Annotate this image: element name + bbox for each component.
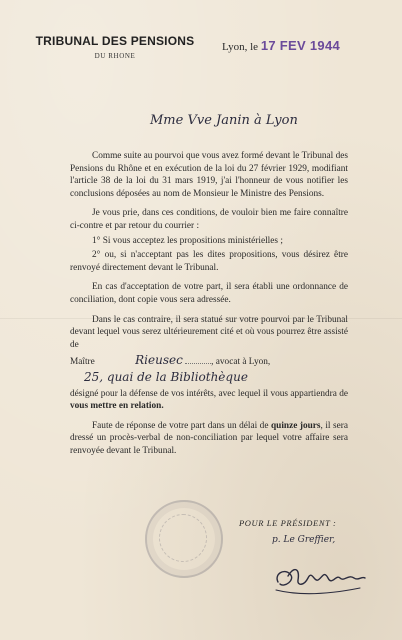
paragraph-2: Je vous prie, dans ces conditions, de vouloir bien me faire connaître ci-contre et par retour du courrier :	[70, 208, 348, 231]
avocat-label: , avocat à Lyon,	[211, 357, 271, 368]
deadline-text-a: Faute de réponse de votre part dans un délai de	[92, 420, 271, 431]
paragraph-deadline	[70, 420, 348, 458]
addressee-handwritten: Mme Vve Janin à Lyon	[150, 113, 298, 128]
tribunal-name: TRIBUNAL DES PENSIONS	[35, 34, 195, 48]
paragraph-1: Comme suite au pourvoi que vous avez formé devant le Tribunal des Pensions du Rhône et en exécution de la loi du 27 février 1929, modifiant l'article 38 de la loi du 31 mars 1919, j'ai l'honneur de vous notifier les conclusions déposées au nom de Monsieur le Ministre des Pensions.	[70, 151, 348, 199]
address-line	[70, 371, 348, 386]
city-prefix: Lyon, le	[222, 41, 259, 53]
designation-bold: vous mettre en relation.	[70, 401, 164, 412]
fill-dots	[185, 353, 211, 364]
date-line	[222, 38, 340, 53]
tribunal-region: DU RHONE	[94, 52, 136, 60]
paragraph-contrary-text: Dans le cas contraire, il sera statué sur votre pourvoi par le Tribunal devant lequel vous serez ultérieurement cité et où vous pourrez être assisté de	[70, 314, 348, 350]
letter-body	[70, 150, 348, 464]
greffier-label: p. Le Greffier,	[272, 535, 336, 545]
faded-seal-stamp	[145, 500, 223, 578]
lawyer-address-handwritten: 25, quai de la Bibliothèque	[84, 369, 248, 384]
maitre-label: Maître	[70, 357, 95, 368]
letterhead	[30, 34, 200, 60]
lawyer-name-handwritten: Rieusec	[135, 353, 183, 368]
president-label: POUR LE PRÉSIDENT :	[239, 518, 337, 528]
date-stamp: 17 FEV 1944	[260, 38, 340, 53]
paragraph-option-2: 2° ou, si n'acceptant pas les dites propositions, vous désirez être renvoyé directement devant le Tribunal.	[70, 250, 348, 273]
deadline-bold: quinze jours	[270, 420, 321, 431]
paragraph-contrary	[70, 314, 348, 352]
designation-text: désigné pour la défense de vos intérêts, avec lequel il vous appartiendra de	[70, 388, 348, 399]
paragraph-option-1: 1° Si vous acceptez les propositions ministérielles ;	[92, 235, 283, 246]
lawyer-line	[70, 353, 348, 369]
handwritten-signature	[270, 552, 370, 607]
paragraph-designation	[70, 388, 348, 413]
deadline-text-b: , il sera dressé un procès-verbal de non-conciliation par lequel votre affaire sera renvoyée devant le Tribunal.	[70, 420, 348, 456]
paragraph-acceptance: En cas d'acceptation de votre part, il sera établi une ordonnance de conciliation, dont copie vous sera adressée.	[70, 282, 348, 305]
signature-icon	[270, 552, 370, 602]
